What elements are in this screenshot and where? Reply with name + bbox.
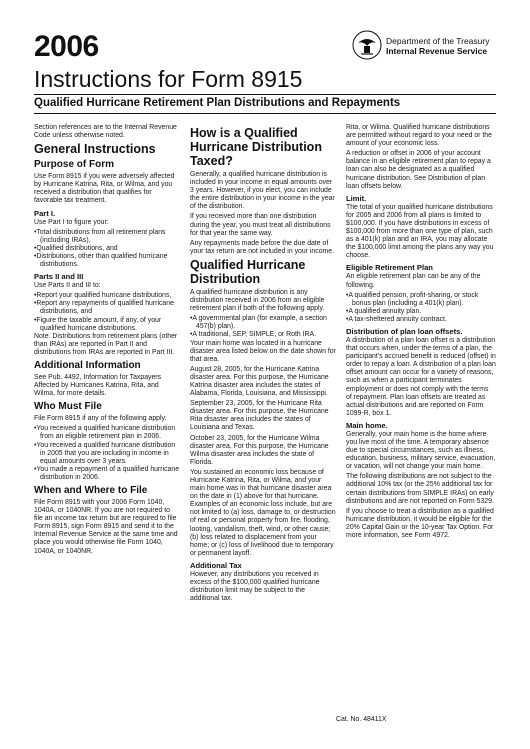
column-3-text: Rita, or Wilma. Qualified hurricane distributions are permitted without regard to your need or the amount of your economic loss.: [346, 124, 492, 148]
how-taxed-text: Any repayments made before the due date of your tax return are not included in your income.: [190, 239, 335, 255]
eligible-plan-text: An eligible retirement plan can be any of the following.: [346, 273, 481, 289]
irs-eagle-icon: [352, 30, 382, 60]
column-3-text: The following distributions are not subject to the additional 10% tax (or the 25% additional tax for certain distributions from SIMPLE IRAs) on early distributions and are not reported on Form 5329.: [346, 473, 494, 505]
heading-additional-information: Additional Information: [34, 359, 141, 371]
part-1-bullet: • Qualified distributions, and: [34, 245, 180, 253]
catalog-number: Cat. No. 48411X: [336, 716, 387, 723]
heading-eligible-retirement-plan: Eligible Retirement Plan: [346, 263, 433, 273]
eligible-plan-bullet: • A qualified annuity plan.: [346, 308, 496, 316]
wilma-text: October 23, 2005, for the Hurricane Wilma disaster area. For this purpose, the Hurricane Wilma disaster area includes the state of Florida.: [190, 434, 329, 466]
part-1-bullet: • Total distributions from all retirement plans (including IRAs),: [34, 229, 180, 245]
heading-additional-tax: Additional Tax: [190, 560, 242, 570]
part-1-bullet: • Distributions, other than qualified hurricane distributions.: [34, 253, 180, 269]
heading-qualified-hurricane-distribution: Qualified Hurricane Distribution: [190, 257, 306, 286]
subtitle-rule: [34, 113, 496, 114]
form-year: 2006: [34, 30, 99, 63]
title-rule: [34, 94, 496, 95]
note-text: Note. Distributions from retirement plans (other than IRAs) are reported in Part II and distributions from IRAs are reported in Part III.: [34, 332, 178, 356]
column-2: [190, 124, 336, 605]
column-3: [346, 124, 496, 542]
qualified-distribution-text: A qualified hurricane distribution is any distribution received in 2006 from an eligible retirement plan if both of the following apply.: [190, 288, 325, 313]
parts-2-3-bullet: • Report your qualified hurricane distributions,: [34, 292, 180, 300]
intro-text: Section references are to the Internal Revenue Code unless otherwise noted.: [34, 124, 177, 140]
how-taxed-text: Generally, a qualified hurricane distribution is included in your income in equal amounts over 3 years. However, if you elect, you can include the entire distribution in your income in the year of the distribution.: [190, 171, 335, 211]
additional-tax-text: However, any distributions you received in excess of the $100,000 qualified hurricane distribution limit may be subject to the additional tax.: [190, 570, 320, 603]
eligible-plan-bullet: • A qualified pension, profit-sharing, or stock bonus plan (including a 401(k) plan).: [346, 292, 496, 308]
rita-text: September 23, 2005, for the Hurricane Rita disaster area. For this purpose, the Hurricane Rita disaster area includes the states of Louisiana and Texas.: [190, 400, 329, 432]
department-name: Department of the Treasury: [386, 36, 490, 46]
katrina-text: August 28, 2005, for the Hurricane Katrina disaster area. For this purpose, the Hurricane Katrina disaster area includes the states of Alabama, Florida, Louisiana, and Mississippi.: [190, 365, 329, 398]
who-must-file-bullet: • You made a repayment of a qualified hurricane distribution in 2006.: [34, 466, 180, 482]
heading-plan-loan-offsets: Distribution of plan loan offsets.: [346, 326, 463, 336]
economic-loss-text: You sustained an economic loss because of Hurricane Katrina, Rita, or Wilma, and your main home was in that hurricane disaster area on the date in (1) above for that hurricane. Examples of an economic loss include, but are not limited to (a) loss, damage to, or destruction of real or personal property from fire, flooding, looting, vandalism, theft, wind, or other cause; (b) loss related to displacement from your home; or (c) loss of livelihood due to temporary or permanent layoff.: [190, 468, 336, 557]
when-where-text: File Form 8915 with your 2006 Form 1040, 1040A, or 1040NR. If you are not required to file an income tax return but are required to file Form 8915, sign Form 8915 and send it to the Internal Revenue Service at the same time and place you would otherwise file Form 1040, 1040A, or 1040NR.: [34, 499, 178, 555]
heading-main-home: Main home.: [346, 420, 388, 430]
heading-how-taxed: How is a Qualified Hurricane Distribution Taxed?: [190, 126, 322, 168]
heading-when-where-to-file: When and Where to File: [34, 485, 148, 496]
department-block: [386, 36, 489, 56]
who-must-file-bullet: • You received a qualified hurricane distribution from an eligible retirement plan in 2006.: [34, 425, 180, 441]
who-must-file-text: File Form 8915 if any of the following apply.: [34, 415, 167, 423]
parts-2-3-bullet: • Report any repayments of qualified hurricane distributions, and: [34, 300, 180, 316]
heading-parts-2-3: Parts II and III: [34, 272, 84, 282]
main-home-text: Generally, your main home is the home where you live most of the time. A temporary absence due to special circumstances, such as illness, education, business, military service, evacuation, or vacation, will not change your main home.: [346, 430, 496, 471]
qualified-distribution-bullet: • A traditional, SEP, SIMPLE, or Roth IRA.: [190, 331, 336, 339]
heading-limit: Limit.: [346, 193, 367, 203]
how-taxed-text: If you received more than one distribution during the year, you must treat all distributions for that year the same way.: [190, 213, 331, 237]
column-3-text: If you choose to treat a distribution as a qualified hurricane distribution, it would be eligible for the 20% Capital Gain or the 10-year Tax Option. For more information, see Form 4972.: [346, 507, 494, 540]
who-must-file-bullet: • You received a qualified hurricane distribution in 2005 that you are including in income in equal amounts over 3 years.: [34, 442, 180, 466]
disaster-area-text: Your main home was located in a hurricane disaster area listed below on the date shown for that area.: [190, 339, 336, 363]
qualified-distribution-bullet: • A governmental plan (for example, a section 457(b) plan).: [190, 315, 336, 331]
part-1-text: Use Part I to figure your:: [34, 218, 109, 226]
column-1: [34, 124, 180, 558]
form-subtitle: Qualified Hurricane Retirement Plan Distributions and Repayments: [34, 97, 401, 109]
limit-text: The total of your qualified hurricane distributions for 2005 and 2006 from all plans is limited to $100,000. If you have distributions in excess of $100,000 from more than one type of plan, such as a 401(k) plan and an IRA, you may allocate the $100,000 limit among the plans any way you choose.: [346, 203, 494, 260]
eligible-plan-bullet: • A tax-sheltered annuity contract.: [346, 316, 496, 324]
plan-loan-offsets-text: A distribution of a plan loan offset is a distribution that occurs when, under the terms of a plan, the participant's accrued benefit is reduced (offset) in order to repay a loan. A distribution of a plan loan offset amount can occur for a variety of reasons, such as when a participant terminates employment or does not comply with the terms of repayment. Plan loan offsets are treated as actual distributions and are reported on Form 1099-R, box 1.: [346, 336, 496, 417]
parts-2-3-text: Use Parts II and III to:: [34, 282, 101, 290]
additional-information-text: See Pub. 4492, Information for Taxpayers Affected by Hurricanes Katrina, Rita, and Wilma, for more details.: [34, 373, 162, 398]
heading-part-1: Part I.: [34, 208, 56, 218]
parts-2-3-bullet: • Figure the taxable amount, if any, of your qualified hurricane distributions.: [34, 317, 180, 333]
agency-name: Internal Revenue Service: [386, 46, 488, 56]
purpose-text: Use Form 8915 if you were adversely affected by Hurricane Katrina, Rita, or Wilma, and you received a distribution that qualifies for favorable tax treatment.: [34, 173, 175, 205]
heading-purpose: Purpose of Form: [34, 159, 115, 171]
column-3-text: A reduction or offset in 2006 of your account balance in an eligible retirement plan to repay a loan can also be designated as a qualified hurricane distribution. See Distribution of plan loan offsets below.: [346, 150, 491, 190]
form-title: Instructions for Form 8915: [34, 66, 303, 92]
heading-who-must-file: Who Must File: [34, 401, 102, 413]
heading-general-instructions: General Instructions: [34, 142, 156, 157]
